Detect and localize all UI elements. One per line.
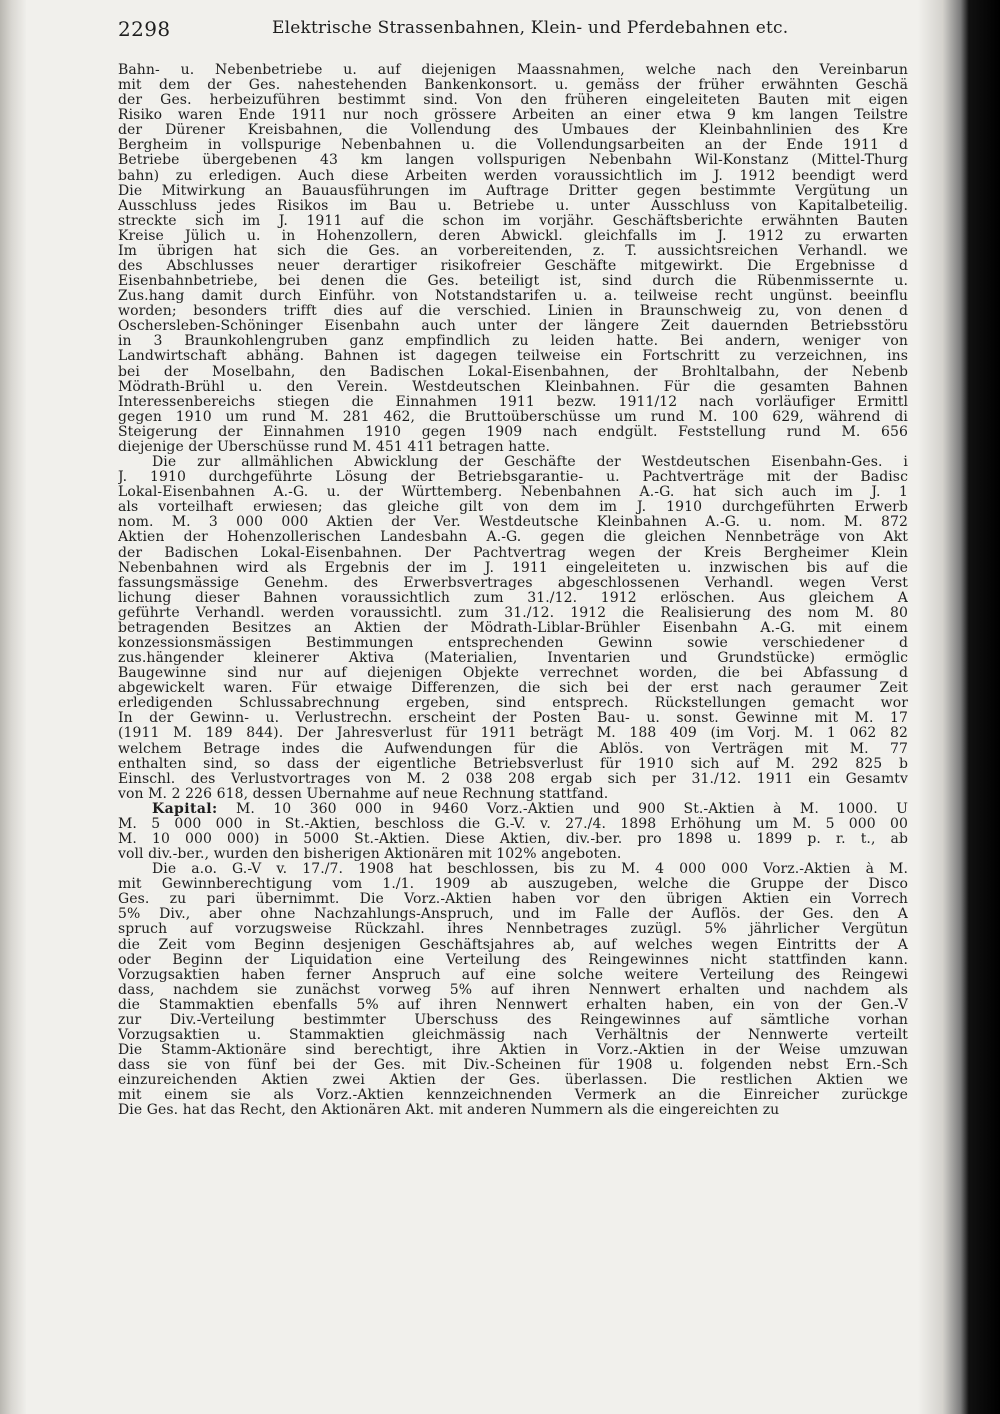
text-line: Vorzugsaktien haben ferner Anspruch auf eine solche weitere Verteilung des Reingewi — [118, 967, 908, 983]
text-line: Die zur allmählichen Abwicklung der Geschäfte der Westdeutschen Eisenbahn-Ges. i — [152, 455, 908, 471]
text-line: Kreise Jülich u. in Hohenzollern, deren Abwickl. gleichfalls im J. 1912 zu erwarten — [118, 228, 908, 244]
text-line: oder Beginn der Liquidation eine Verteilung des Reingewinnes nicht stattfinden kann. — [118, 952, 908, 968]
line-text: M. 10 360 000 in 9460 Vorz.-Aktien und 900 St.-Aktien à M. 1000. U — [235, 801, 908, 817]
text-line: mit Gewinnberechtigung vom 1./1. 1909 ab auszugeben, welche die Gruppe der Disco — [118, 877, 908, 893]
text-line — [118, 802, 908, 817]
text-line: Eisenbahnbetriebe, bei denen die Ges. beteiligt ist, sind durch die Rübenmissernte u. — [118, 274, 908, 290]
text-line: abgewickelt waren. Für etwaige Differenzen, die sich bei der erst nach geraumer Zeit — [118, 681, 908, 697]
binding-shadow-left — [0, 0, 26, 1414]
text-line: der Badischen Lokal-Eisenbahnen. Der Pachtvertrag wegen der Kreis Bergheimer Klein — [118, 545, 908, 561]
text-line: Lokal-Eisenbahnen A.-G. u. der Württemberg. Nebenbahnen A.-G. hat sich auch im J. 1 — [118, 485, 908, 501]
text-line: M. 5 000 000 in St.-Aktien, beschloss die G.-V. v. 27./4. 1898 Erhöhung um M. 5 000 00 — [118, 816, 908, 832]
text-line: spruch auf vorzugsweise Rückzahl. ihres Nennbetrages zuzügl. 5% jährlicher Vergütun — [118, 922, 908, 938]
text-line: Landwirtschaft abhäng. Bahnen ist dagegen teilweise ein Fortschritt zu verzeichnen, ins — [118, 349, 908, 365]
text-line: Baugewinne sind nur auf diejenigen Objekte verrechnet worden, die bei Abfassung d — [118, 666, 908, 682]
body-text — [118, 63, 908, 1118]
text-line: Bahn- u. Nebenbetriebe u. auf diejenigen Maassnahmen, welche nach den Vereinbarun — [118, 63, 908, 78]
text-line: welchem Betrage indes die Aufwendungen für die Ablös. von Verträgen mit M. 77 — [118, 741, 908, 757]
text-line: nom. M. 3 000 000 Aktien der Ver. Westdeutsche Kleinbahnen A.-G. u. nom. M. 872 — [118, 515, 908, 531]
text-line: In der Gewinn- u. Verlustrechn. erscheint der Posten Bau- u. sonst. Gewinne mit M. 17 — [118, 711, 908, 727]
text-line: Die Ges. hat das Recht, den Aktionären Akt. mit anderen Nummern als die eingereichten zu — [118, 1103, 780, 1119]
paragraph — [118, 802, 908, 862]
text-line: einzureichenden Aktien zwei Aktien der Ges. überlassen. Die restlichen Aktien we — [118, 1073, 908, 1089]
text-line: die Stammaktien ebenfalls 5% auf ihren Nennwert erhalten haben, ein von der Gen.-V — [118, 997, 908, 1013]
text-line: Mödrath-Brühl u. den Verein. Westdeutschen Kleinbahnen. Für die gesamten Bahnen — [118, 379, 908, 395]
text-line: mit dem der Ges. nahestehenden Bankenkonsort. u. gemäss der früher erwähnten Geschä — [118, 78, 908, 94]
text-line: der Ges. herbeizuführen bestimmt sind. Von den früheren eingeleiteten Bauten mit eigen — [118, 93, 908, 109]
text-line: M. 10 000 000) in 5000 St.-Aktien. Diese Aktien, div.-ber. pro 1898 u. 1899 p. r. t., ab — [118, 831, 908, 847]
text-line: betragenden Besitzes an Aktien der Mödrath-Liblar-Brühler Eisenbahn A.-G. mit einem — [118, 620, 908, 636]
text-line: Die Stamm-Aktionäre sind berechtigt, ihre Aktien in Vorz.-Aktien in der Weise umzuwan — [118, 1043, 908, 1059]
text-line: Interessenbereichs stiegen die Einnahmen 1911 bezw. 1911/12 nach vorläufiger Ermittl — [118, 394, 908, 410]
text-line: gegen 1910 um rund M. 281 462, die Bruttoüberschüsse um rund M. 100 629, während di — [118, 409, 908, 425]
text-line: J. 1910 durchgeführte Lösung der Betriebsgarantie- u. Pachtverträge mit der Badisc — [118, 470, 908, 486]
text-line: Vorzugsaktien u. Stammaktien gleichmässig nach Verhältnis der Nennwerte verteilt — [118, 1028, 908, 1043]
text-line: voll div.-ber., wurden den bisherigen Aktionären mit 102% angeboten. — [118, 847, 622, 863]
text-line: 5% Div., aber ohne Nachzahlungs-Anspruch, und im Falle der Auflös. der Ges. den A — [118, 907, 908, 923]
text-line: Zus.hang damit durch Einführ. von Notstandstarifen u. a. teilweise recht ungünst. beeinflu — [118, 289, 908, 305]
text-line: bei der Moselbahn, den Badischen Lokal-Eisenbahnen, der Brohltalbahn, der Nebenb — [118, 364, 908, 380]
page-number: 2298 — [118, 17, 171, 41]
text-line: des Abschlusses neuer derartiger risikofreier Geschäfte mitgewirkt. Die Ergebnisse d — [118, 259, 908, 275]
text-line: diejenige der Überschüsse rund M. 451 411 betragen hatte. — [118, 439, 551, 455]
text-line: fassungsmässige Genehm. des Erwerbsvertrages abgeschlossenen Verhandl. wegen Verst — [118, 575, 908, 591]
text-line: worden; besonders trifft dies auf die verschied. Linien in Braunschweig zu, von denen d — [118, 304, 908, 320]
text-line: Aktien der Hohenzollerischen Landesbahn A.-G. gegen die gleichen Nennbeträge von Akt — [118, 530, 908, 546]
text-line: Bergheim in vollspurige Nebenbahnen u. die Vollendungsarbeiten an der Ende 1911 d — [118, 138, 908, 154]
text-line: Nebenbahnen wird als Ergebnis der im J. 1911 eingeleiteten u. inzwischen bis auf die — [118, 560, 908, 576]
text-line: zus.hängender kleinerer Aktiva (Materialien, Inventarien und Grundstücke) ermöglic — [118, 651, 908, 667]
text-line: geführte Verhandl. werden voraussichtl. zum 31./12. 1912 die Realisierung des nom M. 80 — [118, 605, 908, 621]
text-line: Im übrigen hat sich die Ges. an vorbereitenden, z. T. aussichtsreichen Verhandl. we — [118, 243, 908, 259]
text-line: enthalten sind, so dass der eigentliche Betriebsverlust für 1910 sich auf M. 292 825 b — [118, 756, 908, 772]
text-line: Steigerung der Einnahmen 1910 gegen 1909 nach endgült. Feststellung rund M. 656 — [118, 424, 908, 440]
text-line: bahn) zu erledigen. Auch diese Arbeiten werden voraussichtlich im J. 1912 beendigt werd — [118, 168, 908, 184]
text-line: Oschersleben-Schöninger Eisenbahn auch unter der längere Zeit dauernden Betriebsstöru — [118, 319, 908, 335]
section-label: Kapital: — [152, 801, 218, 817]
text-line: Die Mitwirkung an Bauausführungen im Auftrage Dritter gegen bestimmte Vergütung un — [118, 183, 908, 199]
text-line: die Zeit vom Beginn desjenigen Geschäftsjahres ab, auf welches wegen Eintritts der A — [118, 937, 908, 953]
running-title: Elektrische Strassenbahnen, Klein- und Pferdebahnen etc. — [272, 18, 789, 38]
text-line: der Dürener Kreisbahnen, die Vollendung des Umbaues der Kleinbahnlinien des Kre — [118, 123, 908, 139]
text-line: Risiko waren Ende 1911 nur noch grössere Arbeiten an einer etwa 9 km langen Teilstre — [118, 108, 908, 124]
text-line: dass sie von fünf bei der Ges. mit Div.-Scheinen für 1908 u. folgenden nebst Ern.-Sch — [118, 1058, 908, 1074]
paragraph — [118, 63, 908, 455]
text-line: (1911 M. 189 844). Der Jahresverlust für 1911 beträgt M. 188 409 (im Vorj. M. 1 062 82 — [118, 726, 908, 742]
text-line: mit einem sie als Vorz.-Aktien kennzeichnenden Vermerk an die Einreicher zurückge — [118, 1088, 908, 1104]
text-line: dass, nachdem sie zunächst vorweg 5% auf ihren Nennwert erhalten und nachdem als — [118, 982, 908, 998]
text-line: Ausschluss jedes Risikos im Bau u. Betriebe u. unter Ausschluss von Kapitalbeteilig. — [118, 198, 908, 214]
paragraph — [118, 455, 908, 802]
text-line: Einschl. des Verlustvortrages von M. 2 038 208 ergab sich per 31./12. 1911 ein Gesamtv — [118, 771, 908, 787]
text-line: Betriebe übergebenen 43 km langen vollspurigen Nebenbahn Wil-Konstanz (Mittel-Thurg — [118, 153, 908, 169]
text-line: streckte sich im J. 1911 auf die schon im vorjähr. Geschäftsberichte erwähnten Bauten — [118, 213, 908, 229]
text-line: lichung dieser Bahnen voraussichtlich zum 31./12. 1912 erlöschen. Aus gleichem A — [118, 590, 908, 606]
paragraph — [118, 862, 908, 1118]
text-line: von M. 2 226 618, dessen Übernahme auf neue Rechnung stattfand. — [118, 786, 609, 802]
text-line: konzessionsmässigen Bestimmungen entsprechenden Gewinn sowie verschiedener d — [118, 635, 908, 651]
text-line: Ges. zu pari übernimmt. Die Vorz.-Aktien haben vor den übrigen Aktien ein Vorrech — [118, 892, 908, 908]
text-line: zur Div.-Verteilung bestimmter Überschuss des Reingewinnes auf sämtliche vorhan — [118, 1012, 908, 1028]
text-line: in 3 Braunkohlengruben ganz empfindlich zu leiden hatte. Bei andern, weniger von — [118, 334, 908, 350]
text-line: Die a.o. G.-V v. 17./7. 1908 hat beschlossen, bis zu M. 4 000 000 Vorz.-Aktien à M. — [152, 862, 908, 878]
text-line: als vorteilhaft erwiesen; das gleiche gilt von dem im J. 1910 durchgeführten Erwerb — [118, 500, 908, 516]
text-line: erledigenden Schlussabrechnung ergeben, sind entsprech. Rückstellungen gemacht wor — [118, 696, 908, 712]
binding-shadow-right — [918, 0, 1000, 1414]
page-header — [118, 17, 888, 47]
